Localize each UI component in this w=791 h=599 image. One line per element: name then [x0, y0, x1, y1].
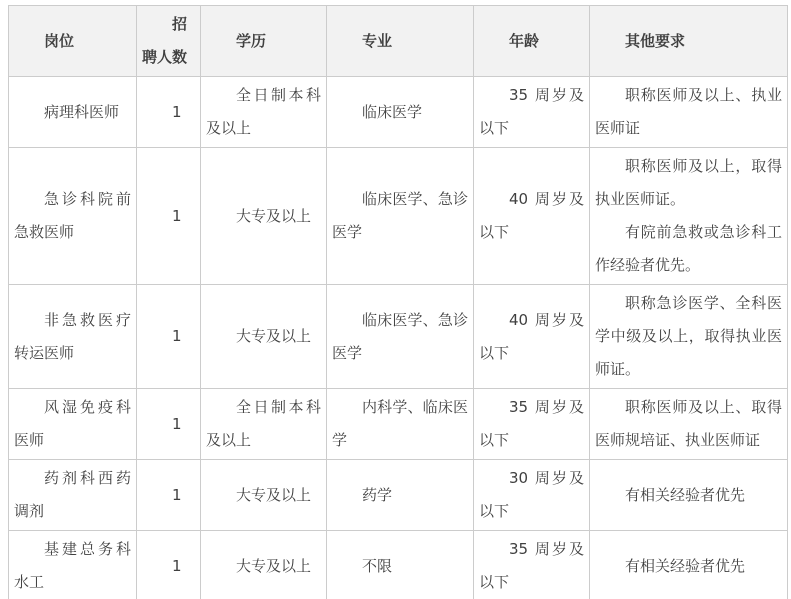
cell-count — [137, 389, 201, 460]
education-text: 大专及以上 — [236, 485, 312, 504]
cell-count — [137, 285, 201, 389]
requirement-text: 有院前急救或急诊科工作经验者优先。 — [595, 223, 782, 274]
cell-age — [474, 77, 590, 148]
cell-major — [327, 389, 474, 460]
requirement-text: 职称医师及以上、取得医师规培证、执业医师证 — [595, 398, 782, 449]
major-text: 临床医学 — [362, 102, 423, 121]
header-education-label: 学历 — [236, 31, 267, 50]
cell-major — [327, 531, 474, 599]
table-row — [9, 460, 788, 531]
cell-education — [201, 531, 327, 599]
age-text: 30 周岁及以下 — [479, 469, 584, 520]
table-row — [9, 148, 788, 285]
cell-age — [474, 389, 590, 460]
cell-count — [137, 77, 201, 148]
header-row — [9, 6, 788, 77]
age-text: 35 周岁及以下 — [479, 86, 584, 137]
cell-major — [327, 77, 474, 148]
cell-position — [9, 460, 137, 531]
cell-position — [9, 285, 137, 389]
header-other — [590, 6, 788, 77]
age-text: 35 周岁及以下 — [479, 540, 584, 591]
cell-other — [590, 531, 788, 599]
count-text: 1 — [172, 327, 182, 345]
cell-age — [474, 460, 590, 531]
position-text: 急诊科院前急救医师 — [14, 190, 131, 241]
cell-position — [9, 77, 137, 148]
cell-education — [201, 389, 327, 460]
header-major-label: 专业 — [362, 31, 393, 50]
table-row — [9, 531, 788, 599]
major-text: 不限 — [362, 556, 393, 575]
position-text: 药剂科西药调剂 — [14, 469, 131, 520]
count-text: 1 — [172, 102, 182, 121]
count-text: 1 — [172, 556, 182, 575]
requirement-text: 职称急诊医学、全科医学中级及以上，取得执业医师证。 — [595, 294, 782, 378]
table-row — [9, 77, 788, 148]
header-age — [474, 6, 590, 77]
cell-count — [137, 460, 201, 531]
cell-count — [137, 148, 201, 285]
header-major — [327, 6, 474, 77]
cell-age — [474, 531, 590, 599]
cell-other — [590, 148, 788, 285]
major-text: 药学 — [362, 485, 393, 504]
cell-other — [590, 285, 788, 389]
header-education — [201, 6, 327, 77]
cell-major — [327, 148, 474, 285]
cell-major — [327, 460, 474, 531]
cell-position — [9, 148, 137, 285]
header-count-label: 招聘人数 — [142, 15, 188, 66]
education-text: 全日制本科及以上 — [206, 398, 321, 449]
position-text: 风湿免疫科医师 — [14, 398, 131, 449]
cell-education — [201, 285, 327, 389]
header-age-label: 年龄 — [509, 31, 540, 50]
major-text: 内科学、临床医学 — [332, 398, 468, 449]
education-text: 全日制本科及以上 — [206, 86, 321, 137]
education-text: 大专及以上 — [236, 206, 312, 225]
recruitment-table — [8, 5, 788, 599]
header-position-label: 岗位 — [44, 31, 75, 50]
cell-age — [474, 285, 590, 389]
major-text: 临床医学、急诊医学 — [332, 190, 468, 241]
position-text: 病理科医师 — [44, 102, 120, 121]
major-text: 临床医学、急诊医学 — [332, 310, 468, 362]
cell-education — [201, 148, 327, 285]
table-row — [9, 285, 788, 389]
cell-count — [137, 531, 201, 599]
requirement-text: 有相关经验者优先 — [625, 556, 746, 575]
cell-education — [201, 77, 327, 148]
count-text: 1 — [172, 206, 182, 225]
count-text: 1 — [172, 485, 182, 504]
count-text: 1 — [172, 414, 182, 433]
requirement-text: 职称医师及以上、执业医师证 — [595, 86, 782, 137]
cell-other — [590, 77, 788, 148]
education-text: 大专及以上 — [236, 556, 312, 575]
cell-education — [201, 460, 327, 531]
table-body — [9, 77, 788, 599]
age-text: 40 周岁及以下 — [479, 190, 584, 241]
cell-age — [474, 148, 590, 285]
requirement-text: 职称医师及以上，取得执业医师证。 — [595, 157, 782, 208]
requirement-text: 有相关经验者优先 — [625, 485, 746, 504]
cell-major — [327, 285, 474, 389]
cell-position — [9, 531, 137, 599]
age-text: 35 周岁及以下 — [479, 398, 584, 449]
cell-position — [9, 389, 137, 460]
header-count — [137, 6, 201, 77]
header-other-label: 其他要求 — [625, 31, 686, 50]
table-row — [9, 389, 788, 460]
cell-other — [590, 389, 788, 460]
education-text: 大专及以上 — [236, 327, 312, 345]
cell-other — [590, 460, 788, 531]
table-header — [9, 6, 788, 77]
header-position — [9, 6, 137, 77]
position-text: 非急救医疗转运医师 — [14, 310, 131, 362]
age-text: 40 周岁及以下 — [479, 310, 584, 362]
position-text: 基建总务科水工 — [14, 540, 131, 591]
